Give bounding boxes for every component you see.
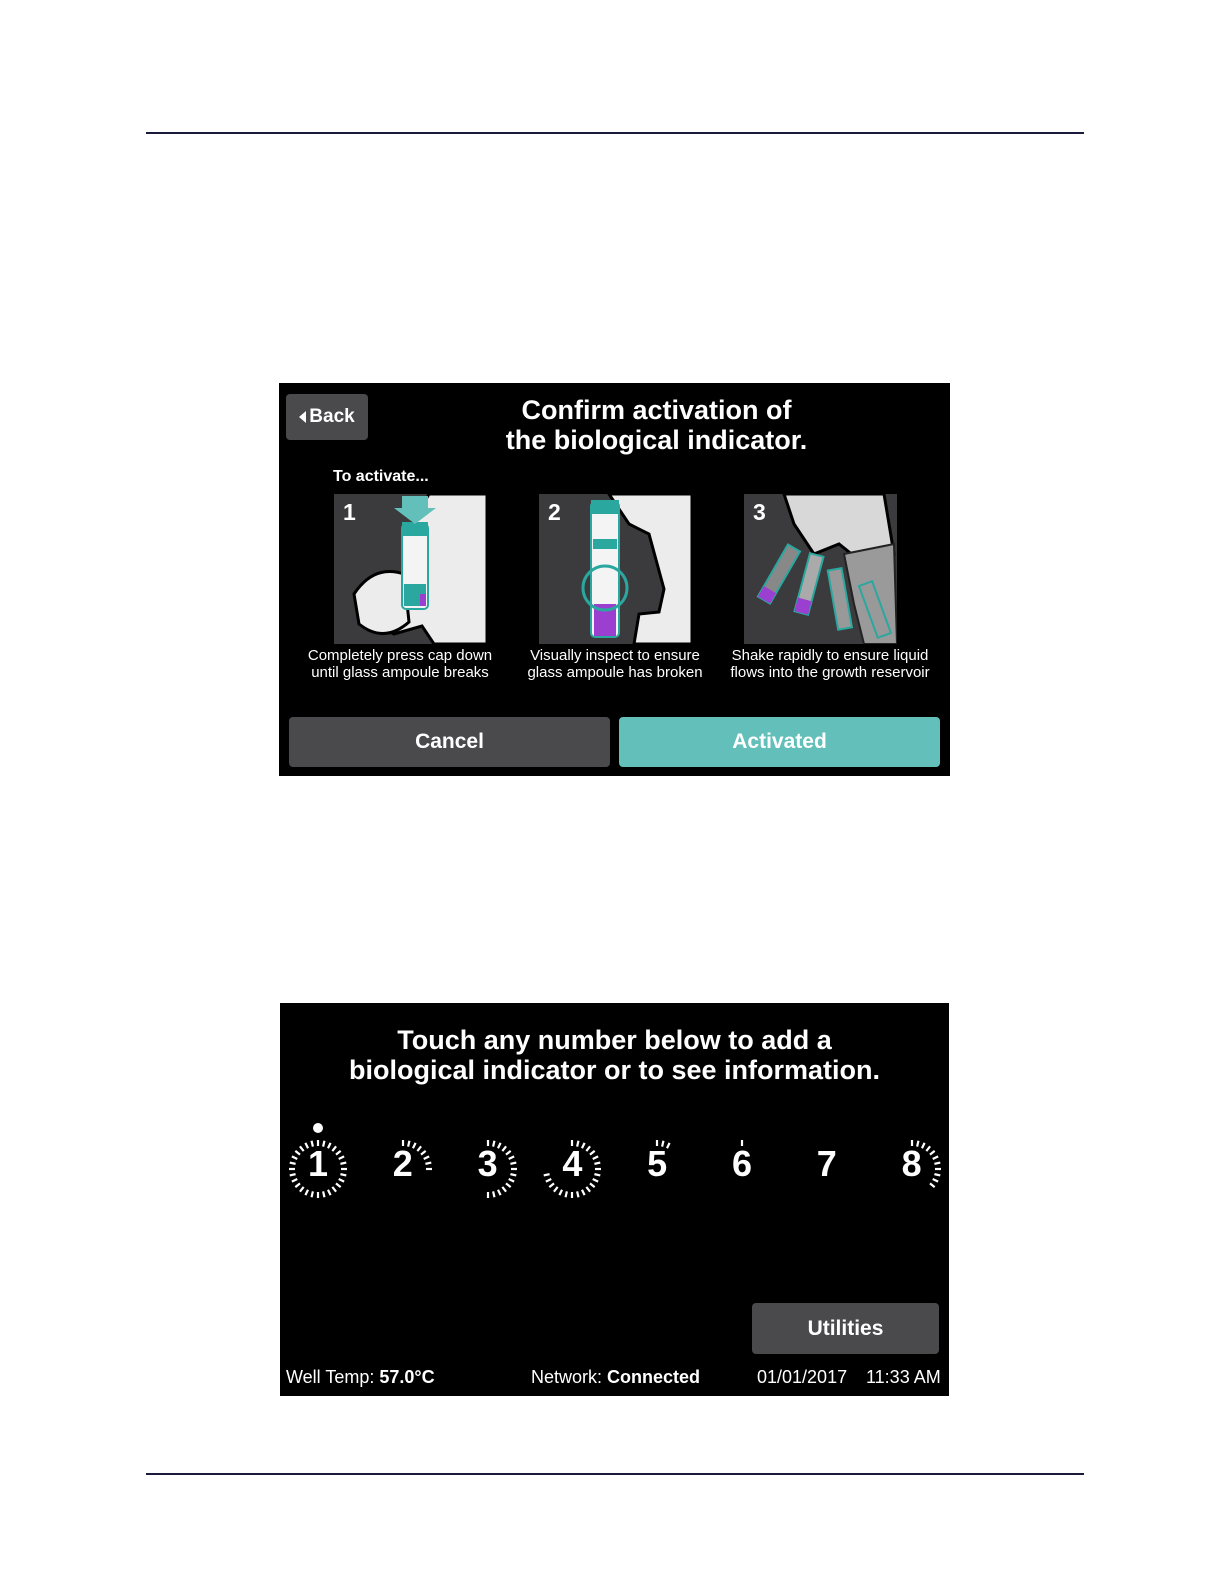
- cancel-button[interactable]: Cancel: [289, 717, 610, 767]
- press-cap-illustration: [334, 494, 487, 644]
- well-number: 4: [562, 1143, 583, 1184]
- well-number: 2: [392, 1143, 413, 1184]
- step-2-caption: [510, 647, 720, 681]
- back-label: Back: [309, 406, 355, 427]
- footer-rule: [146, 1473, 1084, 1475]
- step-number: 3: [753, 499, 766, 525]
- well-number: 6: [731, 1143, 753, 1184]
- back-arrow-icon: [299, 411, 306, 423]
- caption-line: Completely press cap down: [307, 647, 493, 664]
- back-button[interactable]: [286, 394, 368, 440]
- well-number: 5: [647, 1143, 668, 1184]
- well-temp-status: [286, 1367, 435, 1388]
- confirm-activation-screen: [279, 383, 950, 776]
- step-3-caption: [725, 647, 935, 681]
- title-line-1: Confirm activation of: [521, 395, 792, 425]
- network-value: Connected: [607, 1367, 701, 1387]
- step-3-illustration: [744, 494, 897, 644]
- well-8-button[interactable]: [872, 1115, 949, 1205]
- inspect-ampoule-illustration: [539, 494, 692, 644]
- shake-vial-illustration: [744, 494, 897, 644]
- utilities-button[interactable]: Utilities: [752, 1303, 939, 1354]
- caption-line: glass ampoule has broken: [527, 664, 703, 681]
- title-line-2: the biological indicator.: [505, 425, 808, 455]
- header-rule: [146, 132, 1084, 134]
- well-number: 8: [901, 1143, 922, 1184]
- title-line-2: biological indicator or to see information.: [348, 1055, 881, 1085]
- well-4-button[interactable]: [532, 1115, 612, 1205]
- step-1-illustration: [334, 494, 487, 644]
- network-label: Network:: [531, 1367, 603, 1387]
- step-number: 1: [343, 499, 356, 525]
- caption-line: Shake rapidly to ensure liquid: [731, 647, 929, 664]
- well-3-button[interactable]: [448, 1115, 528, 1205]
- title-line-1: Touch any number below to add a: [397, 1025, 832, 1055]
- caption-line: until glass ampoule breaks: [311, 664, 489, 681]
- well-number: 3: [477, 1143, 498, 1184]
- step-2-illustration: [539, 494, 692, 644]
- well-number: 7: [816, 1143, 837, 1184]
- well-temp-label: Well Temp:: [286, 1367, 375, 1387]
- well-2-button[interactable]: [363, 1115, 443, 1205]
- well-7-button[interactable]: [787, 1115, 867, 1205]
- well-5-button[interactable]: [617, 1115, 697, 1205]
- well-6-button[interactable]: [702, 1115, 782, 1205]
- home-screen: [280, 1003, 949, 1396]
- activated-button[interactable]: Activated: [619, 717, 940, 767]
- instructions-heading: To activate...: [333, 468, 429, 485]
- well-number: 1: [307, 1143, 329, 1184]
- date-display: 01/01/2017: [757, 1367, 848, 1387]
- time-display: 11:33 AM: [866, 1367, 941, 1387]
- well-1-button[interactable]: [280, 1115, 358, 1205]
- well-temp-value: 57.0°C: [379, 1367, 435, 1387]
- page-title: [280, 1025, 949, 1085]
- page-title: [439, 395, 874, 455]
- caption-line: flows into the growth reservoir: [730, 664, 930, 681]
- caption-line: Visually inspect to ensure: [530, 647, 700, 664]
- step-1-caption: [295, 647, 505, 681]
- network-status: [531, 1367, 700, 1388]
- step-number: 2: [548, 499, 561, 525]
